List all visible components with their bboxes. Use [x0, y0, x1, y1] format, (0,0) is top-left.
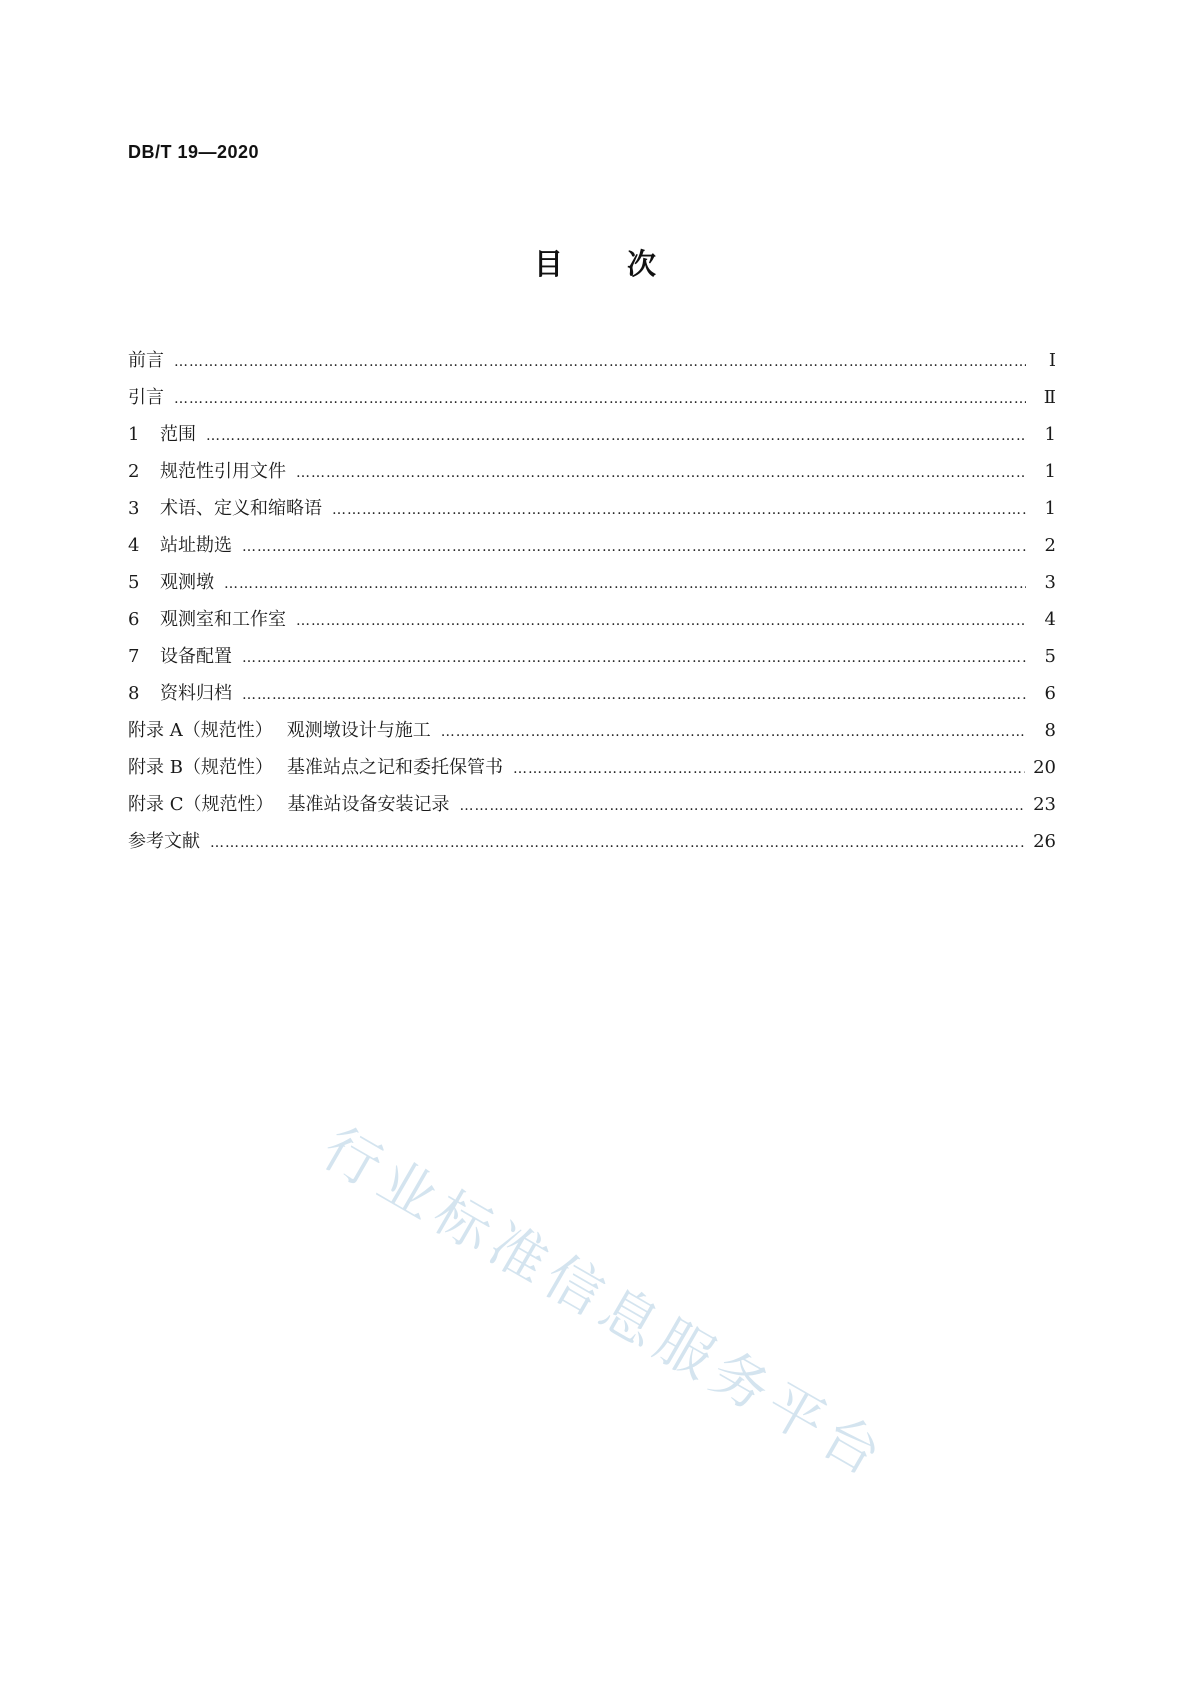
toc-entry-page: 26 [1033, 831, 1056, 852]
toc-leader-dots [210, 825, 1025, 862]
toc-appendix-label: 附录 A（规范性） [128, 720, 273, 741]
toc-appendix-label: 附录 C（规范性） [128, 794, 274, 815]
toc-entry-label: 规范性引用文件 [160, 461, 286, 482]
toc-entry-label: 设备配置 [160, 646, 232, 667]
toc-entry-appendix-c[interactable] [128, 786, 1056, 823]
toc-leader-dots [242, 640, 1026, 677]
toc-entry-page: 1 [1044, 424, 1056, 445]
toc-leader-dots [296, 603, 1026, 640]
toc-entry-page: 23 [1033, 794, 1056, 815]
toc-leader-dots [460, 788, 1026, 825]
toc-appendix-title: 基准站点之记和委托保管书 [286, 757, 503, 778]
toc-entry-page: 1 [1044, 498, 1056, 519]
toc-entry-page: Ⅱ [1043, 387, 1056, 408]
toc-entry-label: 资料归档 [160, 683, 232, 704]
toc-entry-number: 1 [128, 424, 140, 445]
toc-entry-number: 3 [128, 498, 140, 519]
toc-entry-page: 8 [1044, 720, 1056, 741]
toc-leader-dots [206, 418, 1026, 455]
toc-entry-1[interactable] [128, 416, 1056, 453]
toc-entry-number: 8 [128, 683, 140, 704]
toc-entry-page: 20 [1033, 757, 1056, 778]
toc-entry-number: 7 [128, 646, 140, 667]
document-code: DB/T 19—2020 [128, 142, 260, 162]
toc-entry-label: 观测室和工作室 [160, 609, 286, 630]
toc-entry-label [128, 786, 450, 823]
toc-entry-bibliography[interactable] [128, 823, 1056, 860]
toc-leader-dots [174, 381, 1026, 418]
toc-entry-label [128, 749, 503, 786]
toc-entry-label: 引言 [128, 387, 164, 408]
toc-leader-dots [332, 492, 1026, 529]
toc-leader-dots [242, 529, 1026, 566]
toc-leader-dots [224, 566, 1026, 603]
toc-entry-8[interactable] [128, 675, 1056, 712]
toc-entry-4[interactable] [128, 527, 1056, 564]
page-title [0, 242, 1190, 283]
toc-entry-page: 1 [1044, 461, 1056, 482]
toc-entry-page: 4 [1044, 609, 1056, 630]
watermark-text: 行业标准信息服务平台 [311, 1115, 899, 1493]
toc-entry-appendix-b[interactable] [128, 749, 1056, 786]
toc-entry-3[interactable] [128, 490, 1056, 527]
page-title-char-2: 次 [627, 247, 657, 281]
toc-entry-label [128, 712, 431, 749]
toc-entry-number: 2 [128, 461, 140, 482]
toc-leader-dots [242, 677, 1026, 714]
toc-entry-7[interactable] [128, 638, 1056, 675]
page-title-char-1: 目 [533, 247, 563, 281]
toc-entry-page: 2 [1044, 535, 1056, 556]
toc-entry-number: 6 [128, 609, 140, 630]
table-of-contents [128, 342, 1056, 860]
toc-entry-page: Ⅰ [1048, 350, 1056, 371]
toc-entry-label: 前言 [128, 350, 164, 371]
toc-entry-label: 站址勘选 [160, 535, 232, 556]
toc-leader-dots [441, 714, 1026, 751]
toc-entry-number: 5 [128, 572, 140, 593]
toc-leader-dots [174, 344, 1026, 381]
toc-entry-6[interactable] [128, 601, 1056, 638]
toc-entry-2[interactable] [128, 453, 1056, 490]
toc-entry-label: 术语、定义和缩略语 [160, 498, 322, 519]
toc-entry-label: 观测墩 [160, 572, 214, 593]
toc-entry-number: 4 [128, 535, 140, 556]
toc-entry-page: 3 [1044, 572, 1056, 593]
toc-leader-dots [296, 455, 1026, 492]
toc-appendix-title: 基准站设备安装记录 [287, 794, 450, 815]
toc-leader-dots [513, 751, 1025, 788]
toc-entry-page: 6 [1044, 683, 1056, 704]
toc-entry-label: 范围 [160, 424, 196, 445]
toc-entry-5[interactable] [128, 564, 1056, 601]
toc-entry-foreword[interactable] [128, 342, 1056, 379]
toc-entry-appendix-a[interactable] [128, 712, 1056, 749]
toc-entry-page: 5 [1044, 646, 1056, 667]
toc-appendix-label: 附录 B（规范性） [128, 757, 273, 778]
toc-entry-introduction[interactable] [128, 379, 1056, 416]
toc-entry-label: 参考文献 [128, 831, 200, 852]
toc-appendix-title: 观测墩设计与施工 [286, 720, 431, 741]
